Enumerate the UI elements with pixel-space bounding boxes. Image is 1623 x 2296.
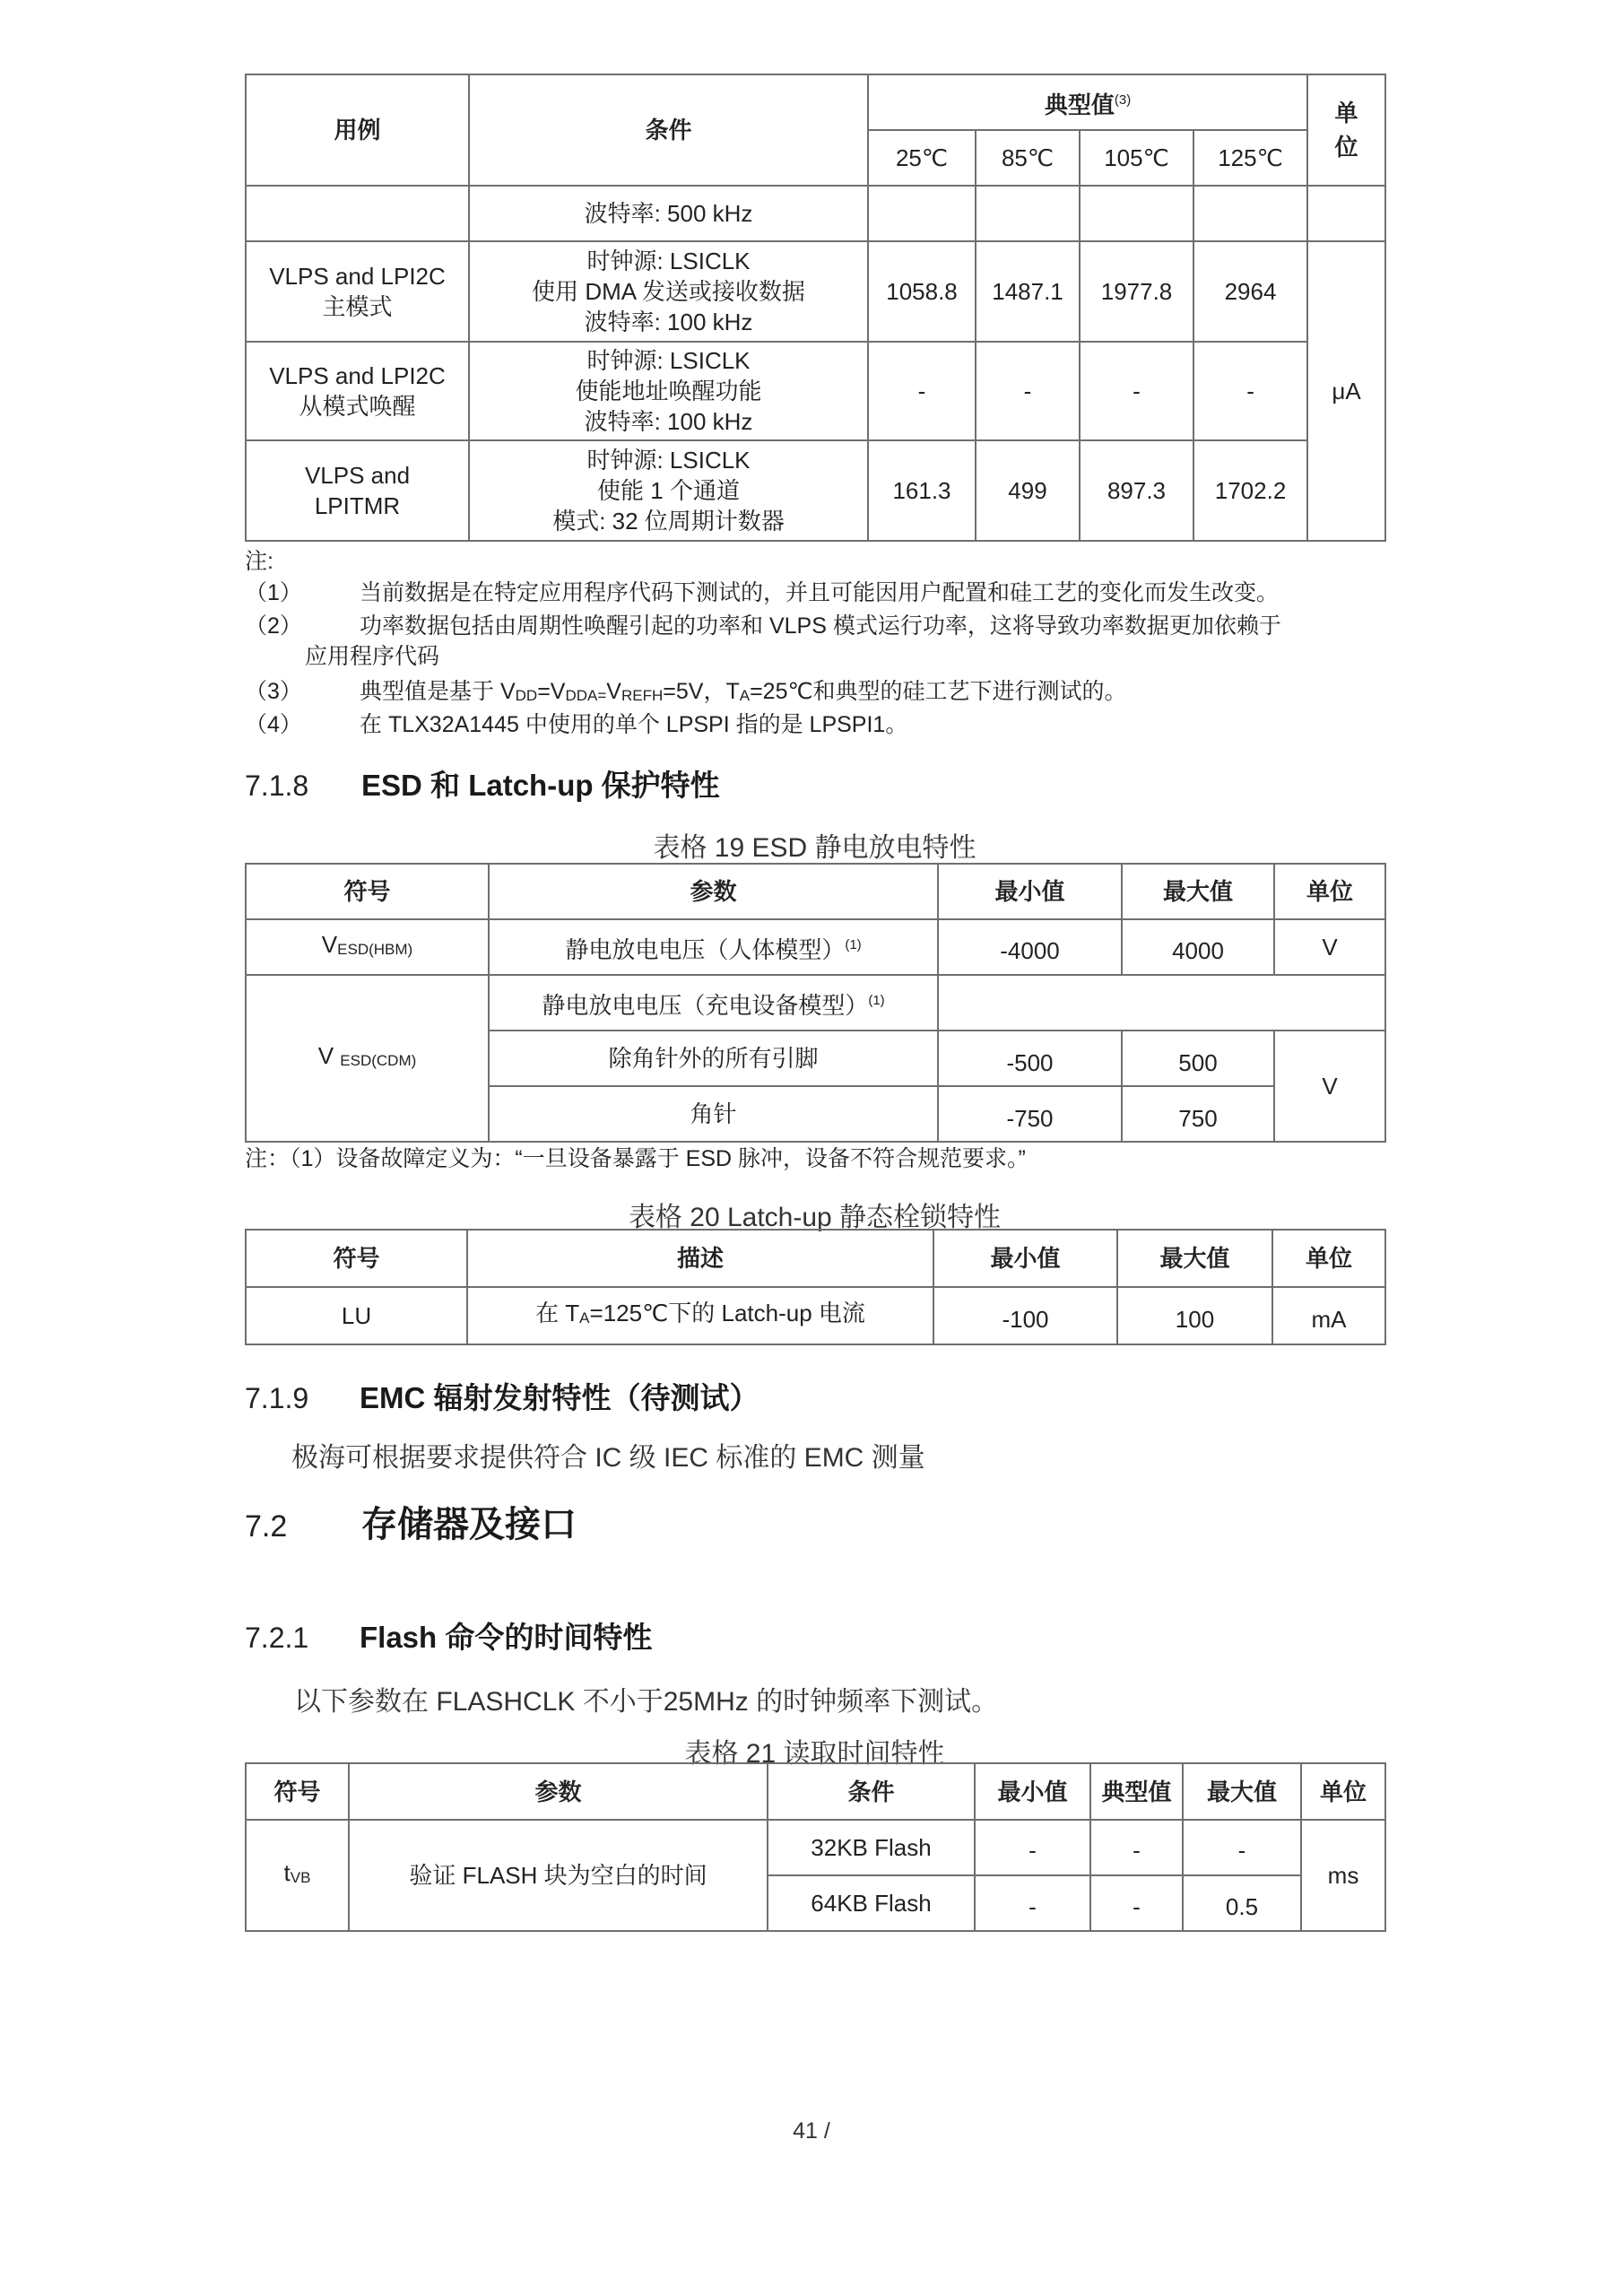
section-heading-7-1-8: [245, 762, 720, 804]
value-cell: [1193, 186, 1307, 241]
header-unit: 单位: [1301, 1763, 1385, 1820]
unit-cell: μA: [1307, 241, 1385, 541]
note-text-part: =25℃和典型的硅工艺下进行测试的。: [750, 679, 1127, 704]
header-temp-85: 85℃: [976, 130, 1080, 186]
symbol-sub: VB: [290, 1869, 311, 1886]
unit-cell: mA: [1272, 1287, 1385, 1344]
header-usecase: 用例: [246, 74, 469, 186]
header-condition: 条件: [768, 1763, 975, 1820]
parameter-cell: [489, 975, 938, 1031]
header-min: 最小值: [933, 1230, 1117, 1287]
header-unit-label: 单位: [1334, 100, 1358, 161]
section-number: 7.1.9: [245, 1382, 309, 1414]
typ-cell: -: [1090, 1875, 1183, 1931]
condition-cell: [469, 241, 868, 342]
header-min: 最小值: [975, 1763, 1090, 1820]
value-cell: -: [868, 342, 976, 440]
read-timing-table: [245, 1762, 1386, 1932]
header-typical-label: 典型值: [1044, 91, 1115, 118]
description-text: 在 T: [535, 1300, 580, 1326]
section-7-2-1-body: 以下参数在 FLASHCLK 不小于25MHz 的时钟频率下测试。: [294, 1687, 999, 1717]
header-symbol: 符号: [246, 1763, 349, 1820]
header-typ: 典型值: [1090, 1763, 1183, 1820]
parameter-cell: [489, 919, 938, 975]
table-19-caption: 表格 19 ESD 静电放电特性: [653, 833, 976, 863]
section-title: EMC 辐射发射特性（待测试）: [360, 1381, 759, 1414]
table-row: [246, 241, 1385, 342]
note-item-2: [245, 612, 1410, 640]
value-cell: -: [1193, 342, 1307, 440]
note-text: 在 TLX32A1445 中使用的单个 LPSPI 指的是 LPSPI1。: [360, 712, 908, 737]
condition-line: 使用 DMA 发送或接收数据: [532, 278, 805, 305]
max-cell: -: [1183, 1820, 1301, 1875]
usecase-cell: [246, 342, 469, 440]
note-text: 当前数据是在特定应用程序代码下测试的，并且可能因用户配置和硅工艺的变化而发生改变。: [360, 580, 1280, 605]
parameter-text: 静电放电电压（人体模型）: [565, 935, 846, 963]
min-cell: -: [975, 1820, 1090, 1875]
table-row: [246, 440, 1385, 541]
value-cell: 1058.8: [868, 241, 976, 342]
usecase-line: VLPS and: [304, 462, 411, 489]
header-temp-105: 105℃: [1080, 130, 1193, 186]
condition-line: 模式: 32 位周期计数器: [552, 508, 785, 535]
section-7-1-9-body: 极海可根据要求提供符合 IC 级 IEC 标准的 EMC 测量: [291, 1443, 925, 1473]
section-heading-7-2: [245, 1496, 577, 1547]
header-symbol: 符号: [246, 1230, 467, 1287]
usecase-line: VLPS and LPI2C: [269, 263, 446, 290]
power-consumption-table: [245, 74, 1386, 542]
table-row: [246, 919, 1385, 975]
section-number: 7.2.1: [245, 1622, 309, 1654]
description-sub: A: [579, 1309, 590, 1326]
unit-cell: [1307, 186, 1385, 241]
latchup-table: [245, 1229, 1386, 1345]
table-row: [246, 1820, 1385, 1875]
header-temp-25: 25℃: [868, 130, 976, 186]
max-cell: 750: [1122, 1086, 1274, 1142]
parameter-cell: 验证 FLASH 块为空白的时间: [349, 1820, 768, 1931]
usecase-line: LPITMR: [314, 492, 401, 519]
usecase-line: 主模式: [322, 293, 393, 320]
symbol-cell: [246, 919, 489, 975]
header-typical: [868, 74, 1307, 130]
page-number: 41 /: [793, 2118, 830, 2144]
note-item-1: [245, 578, 1410, 607]
max-cell: 500: [1122, 1031, 1274, 1086]
symbol-sub: ESD(CDM): [340, 1052, 417, 1069]
typ-cell: -: [1090, 1820, 1183, 1875]
section-heading-7-1-9: [245, 1375, 759, 1417]
unit-cell: V: [1274, 1031, 1385, 1142]
header-min: 最小值: [938, 864, 1122, 919]
value-cell: 897.3: [1080, 440, 1193, 541]
usecase-cell: [246, 241, 469, 342]
header-unit: [1307, 74, 1385, 186]
symbol-main: V: [321, 931, 338, 958]
header-condition: 条件: [469, 74, 868, 186]
value-cell: [868, 186, 976, 241]
note-number: （3）: [245, 679, 302, 704]
empty-cell: [938, 975, 1385, 1031]
unit-cell: V: [1274, 919, 1385, 975]
value-cell: 161.3: [868, 440, 976, 541]
parameter-text: 静电放电电压（充电设备模型）: [542, 991, 869, 1019]
value-cell: 1977.8: [1080, 241, 1193, 342]
min-cell: -100: [933, 1287, 1117, 1344]
value-cell: 1487.1: [976, 241, 1080, 342]
condition-line: 波特率: 500 kHz: [584, 200, 753, 227]
header-max: 最大值: [1183, 1763, 1301, 1820]
header-description: 描述: [467, 1230, 933, 1287]
section-title: ESD 和 Latch-up 保护特性: [361, 769, 720, 802]
description-cell: [467, 1287, 933, 1344]
condition-cell: [469, 186, 868, 241]
section-number: 7.2: [245, 1509, 288, 1544]
header-max: 最大值: [1117, 1230, 1272, 1287]
note-subscript: DD: [515, 687, 538, 704]
symbol-sub: ESD(HBM): [337, 941, 413, 958]
note-subscript: A: [739, 687, 751, 704]
parameter-sup: (1): [845, 936, 862, 952]
symbol-cell: [246, 1820, 349, 1931]
min-cell: -: [975, 1875, 1090, 1931]
value-cell: -: [976, 342, 1080, 440]
value-cell: [1080, 186, 1193, 241]
min-cell: -750: [938, 1086, 1122, 1142]
max-cell: 0.5: [1183, 1875, 1301, 1931]
note-number: （2）: [245, 613, 302, 639]
note-text-part: =V: [537, 679, 566, 704]
parameter-sup: (1): [868, 992, 885, 1008]
condition-line: 时钟源: LSICLK: [586, 248, 751, 274]
table-row: [246, 186, 1385, 241]
condition-cell: [469, 440, 868, 541]
section-title: Flash 命令的时间特性: [360, 1621, 653, 1654]
value-cell: 499: [976, 440, 1080, 541]
description-text: =125℃下的 Latch-up 电流: [589, 1300, 865, 1326]
condition-line: 使能 1 个通道: [597, 477, 740, 504]
note-item-4: [245, 710, 1410, 739]
notes-title: 注:: [245, 549, 273, 574]
condition-line: 使能地址唤醒功能: [575, 378, 762, 404]
value-cell: -: [1080, 342, 1193, 440]
section-heading-7-2-1: [245, 1614, 652, 1657]
esd-table: [245, 863, 1386, 1143]
note-subscript: DDA=: [565, 687, 607, 704]
header-unit: 单位: [1272, 1230, 1385, 1287]
unit-cell: ms: [1301, 1820, 1385, 1931]
min-cell: -4000: [938, 919, 1122, 975]
max-cell: 4000: [1122, 919, 1274, 975]
table-21-caption: 表格 21 读取时间特性: [684, 1739, 945, 1769]
note-number: （1）: [245, 580, 302, 605]
header-parameter: 参数: [349, 1763, 768, 1820]
table-row: [246, 975, 1385, 1031]
symbol-cell: LU: [246, 1287, 467, 1344]
usecase-line: 从模式唤醒: [299, 393, 416, 420]
header-symbol: 符号: [246, 864, 489, 919]
note-number: （4）: [245, 712, 302, 737]
usecase-line: VLPS and LPI2C: [269, 362, 446, 389]
condition-cell: [469, 342, 868, 440]
header-unit: 单位: [1274, 864, 1385, 919]
header-parameter: 参数: [489, 864, 938, 919]
header-typical-sup: (3): [1114, 91, 1132, 108]
note-text-part: V: [606, 679, 621, 704]
table-row: [246, 1287, 1385, 1344]
condition-line: 波特率: 100 kHz: [584, 309, 753, 335]
condition-line: 时钟源: LSICLK: [586, 447, 751, 474]
note-text-part: =5V，T: [663, 679, 740, 704]
symbol-main: t: [283, 1859, 291, 1886]
symbol-cell: [246, 975, 489, 1142]
value-cell: 1702.2: [1193, 440, 1307, 541]
section-title: 存储器及接口: [361, 1505, 577, 1544]
table-row: [246, 342, 1385, 440]
parameter-cell: 角针: [489, 1086, 938, 1142]
condition-cell: 32KB Flash: [768, 1820, 975, 1875]
condition-line: 波特率: 100 kHz: [584, 408, 753, 435]
usecase-cell: [246, 440, 469, 541]
table-19-note: 注：（1）设备故障定义为：“一旦设备暴露于 ESD 脉冲，设备不符合规范要求。”: [245, 1146, 1026, 1171]
usecase-cell: [246, 186, 469, 241]
value-cell: [976, 186, 1080, 241]
section-number: 7.1.8: [245, 770, 309, 802]
note-subscript: REFH: [621, 687, 664, 704]
note-item-2-continued: 应用程序代码: [305, 644, 440, 669]
note-item-3: [245, 677, 1410, 710]
condition-cell: 64KB Flash: [768, 1875, 975, 1931]
condition-line: 时钟源: LSICLK: [586, 347, 751, 374]
min-cell: -500: [938, 1031, 1122, 1086]
table-20-caption: 表格 20 Latch-up 静态栓锁特性: [628, 1203, 1002, 1232]
note-text-part: 典型值是基于 V: [360, 679, 516, 704]
symbol-main: V: [317, 1042, 341, 1069]
header-max: 最大值: [1122, 864, 1274, 919]
note-text: 功率数据包括由周期性唤醒引起的功率和 VLPS 模式运行功率，这将导致功率数据更加依赖于: [360, 613, 1281, 639]
value-cell: 2964: [1193, 241, 1307, 342]
header-temp-125: 125℃: [1193, 130, 1307, 186]
note-text: [360, 679, 1127, 704]
max-cell: 100: [1117, 1287, 1272, 1344]
parameter-cell: 除角针外的所有引脚: [489, 1031, 938, 1086]
